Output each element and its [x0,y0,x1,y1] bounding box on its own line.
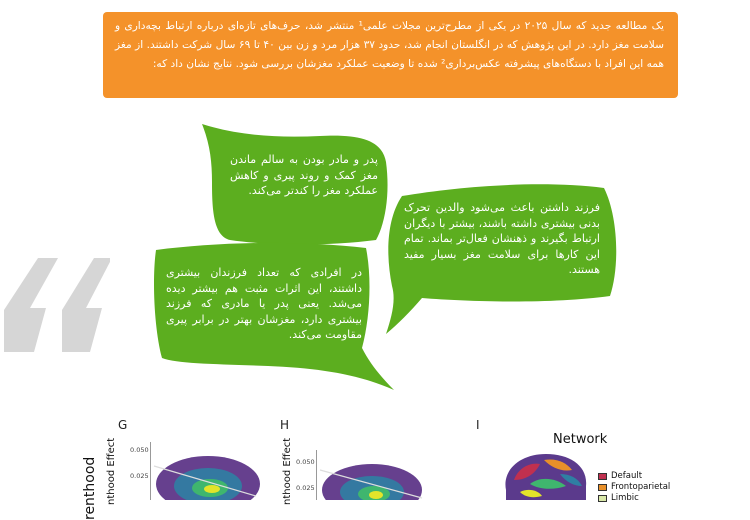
quote-icon [0,250,110,360]
intro-text: یک مطالعه جدید که سال ۲۰۲۵ در یکی از مطرح‌ترین مجلات علمی¹ منتشر شد، حرف‌های تازه‌ای درباره ارتباط بچه‌داری و سلامت مغز دارد. در این پژوهش که در انگلستان انجام شد، حدود ۳۷ هزار مرد و زن بین ۴۰ تا ۶۹ سال شرکت داشتند. از مغز همه این افراد با دستگاه‌های پیشرفته عکس‌برداری² شده تا وضعیت عملکرد مغزشان بررسی شود. نتایج نشان داد که: [115,20,665,70]
legend-swatch-limbic [598,495,607,502]
panel-g-ylabel-sub: nthood Effect [106,437,117,505]
intro-banner [103,12,678,98]
bubble-1-text: پدر و مادر بودن به سالم ماندن مغز کمک و روند پیری و کاهش عملکرد مغز را کندتر می‌کند. [230,153,378,197]
panel-g-tick-top: 0.050 [130,446,149,454]
panel-h-tick-mid: 0.025 [296,484,315,492]
panel-h-tick-top: 0.050 [296,458,315,466]
speech-bubble-2 [148,238,396,391]
panel-h-label: H [280,418,290,432]
speech-bubble-1 [200,122,390,247]
legend-label-default: Default [611,471,643,481]
bubble-3-text: فرزند داشتن باعث می‌شود والدین تحرک بدنی بیشتری داشته باشند، بیشتر با دیگران ارتباط بگیرند و ذهنشان فعال‌تر بماند. تمام این کارها برای سلامت مغز بسیار مفید هستند. [404,201,600,276]
network-legend-title: Network [553,432,608,447]
legend-label-limbic: Limbic [611,493,639,503]
legend-label-frontoparietal: Frontoparietal [611,482,671,492]
scatter-plot-h [316,450,426,500]
scatter-plot-g [150,440,260,500]
legend-item-frontoparietal [598,482,670,492]
bubble-2-text: در افرادی که تعداد فرزندان بیشتری داشتند، این اثرات مثبت هم بیشتر دیده می‌شد. یعنی پدر یا مادری که فرزند بیشتری دارد، مغزشان بهتر در برابر پیری مقاومت می‌کند. [166,266,362,341]
legend-item-limbic [598,493,639,503]
brain-network-image [500,450,590,500]
panel-g-label: G [118,418,128,432]
speech-bubble-3 [372,176,622,336]
legend-swatch-default [598,473,607,480]
panel-h-ylabel-sub: nthood Effect [282,437,293,505]
panel-g-tick-mid: 0.025 [130,472,149,480]
panel-i-label: I [476,418,480,432]
legend-item-default [598,471,642,481]
panel-g-ylabel-main: renthood [82,456,98,520]
legend-swatch-frontoparietal [598,484,607,491]
